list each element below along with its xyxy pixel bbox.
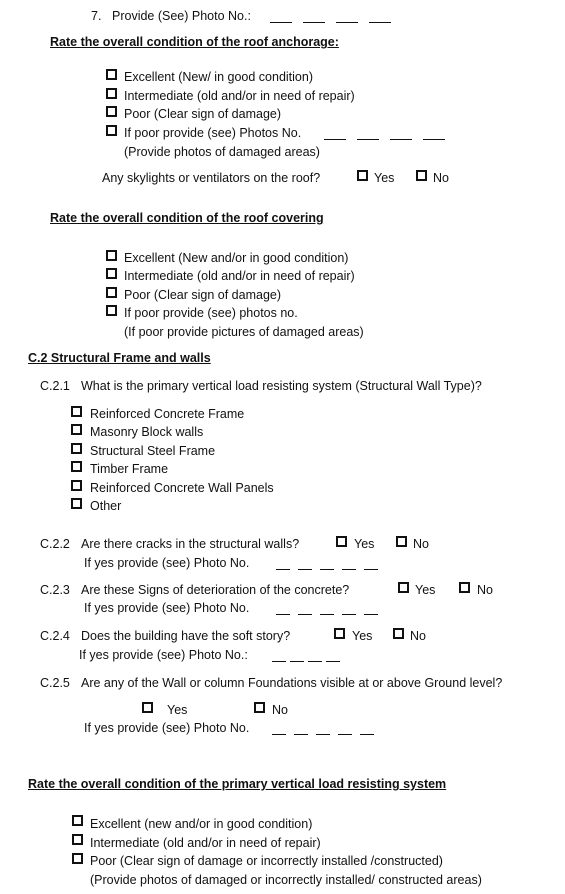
checkbox-masonry[interactable] [71,424,82,435]
no-label: No [433,171,449,185]
section-title-primary-system: Rate the overall condition of the primary vertical load resisting system [28,777,447,791]
question-text: What is the primary vertical load resisting system (Structural Wall Type)? [81,379,482,393]
option-label: Intermediate (old and/or in need of repair) [124,89,355,103]
option-label: Other [90,499,122,513]
question-number: C.2.4 [40,629,70,643]
photo-blank[interactable] [342,569,356,570]
no-label: No [410,629,426,643]
checkbox-poor[interactable] [106,287,117,298]
photo-blank[interactable] [276,569,290,570]
no-label: No [413,537,429,551]
option-label: Reinforced Concrete Frame [90,407,245,421]
option-label: If poor provide (see) Photos No. [124,126,302,140]
checkbox-no[interactable] [393,628,404,639]
option-label: Poor (Clear sign of damage) [124,288,282,302]
option-label: If poor provide (see) photos no. [124,306,298,320]
photo-blank[interactable] [294,734,308,735]
checkbox-yes[interactable] [142,702,153,713]
photo-blank[interactable] [290,661,304,662]
note-text: (Provide photos of damaged or incorrectly installed/ constructed areas) [90,873,482,887]
yes-label: Yes [167,703,188,717]
yes-label: Yes [352,629,373,643]
checkbox-no[interactable] [254,702,265,713]
photo-blank[interactable] [364,569,378,570]
photo-blank[interactable] [303,22,325,23]
checkbox-no[interactable] [459,582,470,593]
photo-blank[interactable] [390,139,412,140]
photo-blank[interactable] [423,139,445,140]
checkbox-yes[interactable] [398,582,409,593]
checkbox-yes[interactable] [336,536,347,547]
checkbox-steel[interactable] [71,443,82,454]
question-number: C.2.5 [40,676,70,690]
option-label: Masonry Block walls [90,425,204,439]
checkbox-poor[interactable] [72,853,83,864]
photo-blank[interactable] [326,661,340,662]
question-text: Are these Signs of deterioration of the concrete? [81,583,350,597]
note-text: (If poor provide pictures of damaged areas) [124,325,364,339]
checkbox-yes[interactable] [334,628,345,639]
checkbox-intermediate[interactable] [106,268,117,279]
no-label: No [477,583,493,597]
photo-blank[interactable] [369,22,391,23]
checkbox-intermediate[interactable] [106,88,117,99]
checkbox-rc-frame[interactable] [71,406,82,417]
option-label: Excellent (New and/or in good condition) [124,251,349,265]
photo-blank[interactable] [272,734,286,735]
item-number: 7. [91,9,102,23]
photo-blank[interactable] [324,139,346,140]
option-label: Reinforced Concrete Wall Panels [90,481,274,495]
checkbox-no[interactable] [396,536,407,547]
photo-blank[interactable] [298,614,312,615]
checkbox-no[interactable] [416,170,427,181]
photo-prompt: If yes provide (see) Photo No.: [79,648,248,662]
yes-label: Yes [415,583,436,597]
section-title-roof-anchorage: Rate the overall condition of the roof anchorage: [50,35,339,49]
photo-prompt: If yes provide (see) Photo No. [84,721,250,735]
skylight-question: Any skylights or ventilators on the roof? [102,171,321,185]
checkbox-excellent[interactable] [72,815,83,826]
question-text: Are there cracks in the structural walls? [81,537,300,551]
yes-label: Yes [374,171,395,185]
question-text: Are any of the Wall or column Foundations visible at or above Ground level? [81,676,503,690]
photo-blank[interactable] [276,614,290,615]
photo-blank[interactable] [298,569,312,570]
option-label: Intermediate (old and/or in need of repair) [124,269,355,283]
checkbox-if-poor[interactable] [106,305,117,316]
photo-blank[interactable] [342,614,356,615]
note-text: (Provide photos of damaged areas) [124,145,320,159]
section-title-roof-covering: Rate the overall condition of the roof covering [50,211,324,225]
checkbox-if-poor[interactable] [106,125,117,136]
photo-blank[interactable] [336,22,358,23]
photo-blank[interactable] [320,614,334,615]
photo-prompt: If yes provide (see) Photo No. [84,601,250,615]
section-title-structural-frame: C.2 Structural Frame and walls [28,351,211,365]
photo-blank[interactable] [338,734,352,735]
checkbox-excellent[interactable] [106,250,117,261]
option-label: Excellent (New/ in good condition) [124,70,313,84]
option-label: Poor (Clear sign of damage) [124,107,282,121]
photo-blank[interactable] [364,614,378,615]
question-number: C.2.1 [40,379,70,393]
checkbox-poor[interactable] [106,106,117,117]
checkbox-yes[interactable] [357,170,368,181]
photo-blank[interactable] [357,139,379,140]
option-label: Intermediate (old and/or in need of repair) [90,836,321,850]
option-label: Poor (Clear sign of damage or incorrectly installed /constructed) [90,854,443,868]
photo-blank[interactable] [272,661,286,662]
checkbox-excellent[interactable] [106,69,117,80]
photo-blank[interactable] [360,734,374,735]
no-label: No [272,703,288,717]
option-label: Excellent (new and/or in good condition) [90,817,313,831]
checkbox-timber[interactable] [71,461,82,472]
question-text: Does the building have the soft story? [81,629,291,643]
photo-prompt: Provide (See) Photo No.: [112,9,251,23]
checkbox-rc-panels[interactable] [71,480,82,491]
option-label: Timber Frame [90,462,169,476]
photo-blank[interactable] [320,569,334,570]
yes-label: Yes [354,537,375,551]
question-number: C.2.2 [40,537,70,551]
checkbox-other[interactable] [71,498,82,509]
checkbox-intermediate[interactable] [72,834,83,845]
photo-blank[interactable] [316,734,330,735]
photo-prompt: If yes provide (see) Photo No. [84,556,250,570]
photo-blank[interactable] [308,661,322,662]
question-number: C.2.3 [40,583,70,597]
photo-blank[interactable] [270,22,292,23]
option-label: Structural Steel Frame [90,444,216,458]
